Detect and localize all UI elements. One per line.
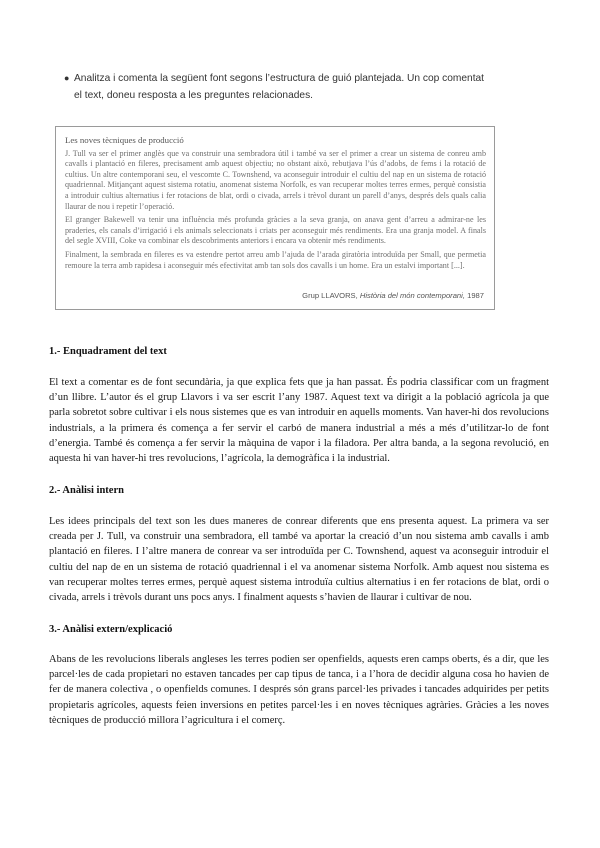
citation-work: Història del món contemporani, [359,291,465,301]
instruction-text: Analitza i comenta la següent font segons l’estructura de guió plantejada. Un cop comentat el text, doneu resposta a les preguntes relacionades. [74,73,485,101]
source-title: Les noves tècniques de producció [65,135,184,145]
section-text-enquadrament: El text a comentar es de font secundària, ja que explica fets que ja han passat. És podria classificar com un fragment d’un llibre. L’autor és el grup Llavors i va ser escrit l’any 1987. Aquest text va dirigit a la població agrícola ja que parla sobretot sobre cultivar i els nous sistemes que es van introduir en aquells moments. Van haver-hi dos revolucions industrials, a la primera és comença a fer servir el carbó de manera industrial a més a més d’utilitzar-lo de font d’energia. També és comença a fer servir la màquina de vapor i la filadora. Per altra banda, a la segona revolució, en aquesta hi van haver-hi tres revolucions, l’agrícola, la demogràfica i la industrial. [49,377,549,465]
citation-author: Grup LLAVORS, [302,291,358,301]
instruction [64,70,494,104]
citation-year: 1987 [467,291,484,301]
section-heading-enquadrament: 1.- Enquadrament del text [49,346,167,357]
section-heading-analisi-extern: 3.- Anàlisi extern/explicació [49,624,173,635]
bullet-icon: ● [64,73,70,83]
source-paragraph: El granger Bakewell va tenir una influència més profunda gràcies a la seva granja, on anava gent d’arreu a admirar-ne les praderies, els canals d’irrigació i els animals seleccionats i criats per aconseguir més rendiments. Era una granja model. A finals del segle XVIII, Coke va combinar els descobriments anteriors i encara va obtenir més rendiments. [65,215,486,246]
section-text-analisi-intern: Les idees principals del text son les dues maneres de conrear diferents que ens presenta aquest. La primera va ser creada per J. Tull, va construir una sembradora, ell també va aportar la creació d’un nou sistema amb cavalls i amb plantació en fileres. I l’altre manera de conrear va ser introduïda per C. Townshend, aquest va aconseguir introduir el cultiu del nap de en un sistema de rotació quadriennal i el va anomenar sistema Norfolk. Amb aquest nou sistema es van recuperar moltes terres ermes, perquè aquest sistema introduïa cultius alternatius i en fer rotacions de blat, ordi o civada, arrels i trèvols durant uns pocs anys. I finalment aquests s’havien de llaurar i cultivar de nou. [49,516,549,604]
source-paragraph: Finalment, la sembrada en fileres es va estendre pertot arreu amb l’ajuda de l’arada giratòria introduïda per Small, que permetia remoure la terra amb rapidesa i aconseguir més efectivitat amb tan sols dos cavalls i un home. Era un estalvi important [...]. [65,249,486,270]
source-text-box [55,126,495,310]
section-heading-analisi-intern: 2.- Anàlisi intern [49,485,124,496]
source-paragraph: J. Tull va ser el primer anglès que va construir una sembradora útil i també va ser el primer a crear un sistema de conreu amb cavalls i plantació en fileres, precisament amb aquest objectiu; no obstant això, rebutjava l’ús d’adobs, de fems i la rotació de cultius. Un altre contemporani seu, el vescomte C. Townshend, va aconseguir introduir el cultiu del nap en un sistema de rotació quadriennal. Mitjançant aquest sistema rotatiu, anomenat sistema Norfolk, es van recuperar moltes terres ermes, perquè consistia a introduir cultius alternatius i fer rotacions de blat, ordi o civada, arrels i trèvol durant un parell d’anys, després dels quals calia llaurar de nou i repetir l’operació. [65,148,486,211]
section-text-analisi-extern: Abans de les revolucions liberals angleses les terres podien ser openfields, aquests eren camps oberts, és a dir, que les parcel·les de cada propietari no estaven tancades per cap tipus de tanca, i a l’hora de decidir alguna cosa ho havien de fer de manera colectiva , o openfields comunes. I després són grans parcel·les privades i tancades adquirides per petits propietaris agrícoles, aquests feien inversions en petites parcel·les i en noves tècniques agràries. Gràcies a les noves tècniques de producció millora l’agricultura i el comerç. [49,654,549,726]
source-citation [302,291,484,302]
